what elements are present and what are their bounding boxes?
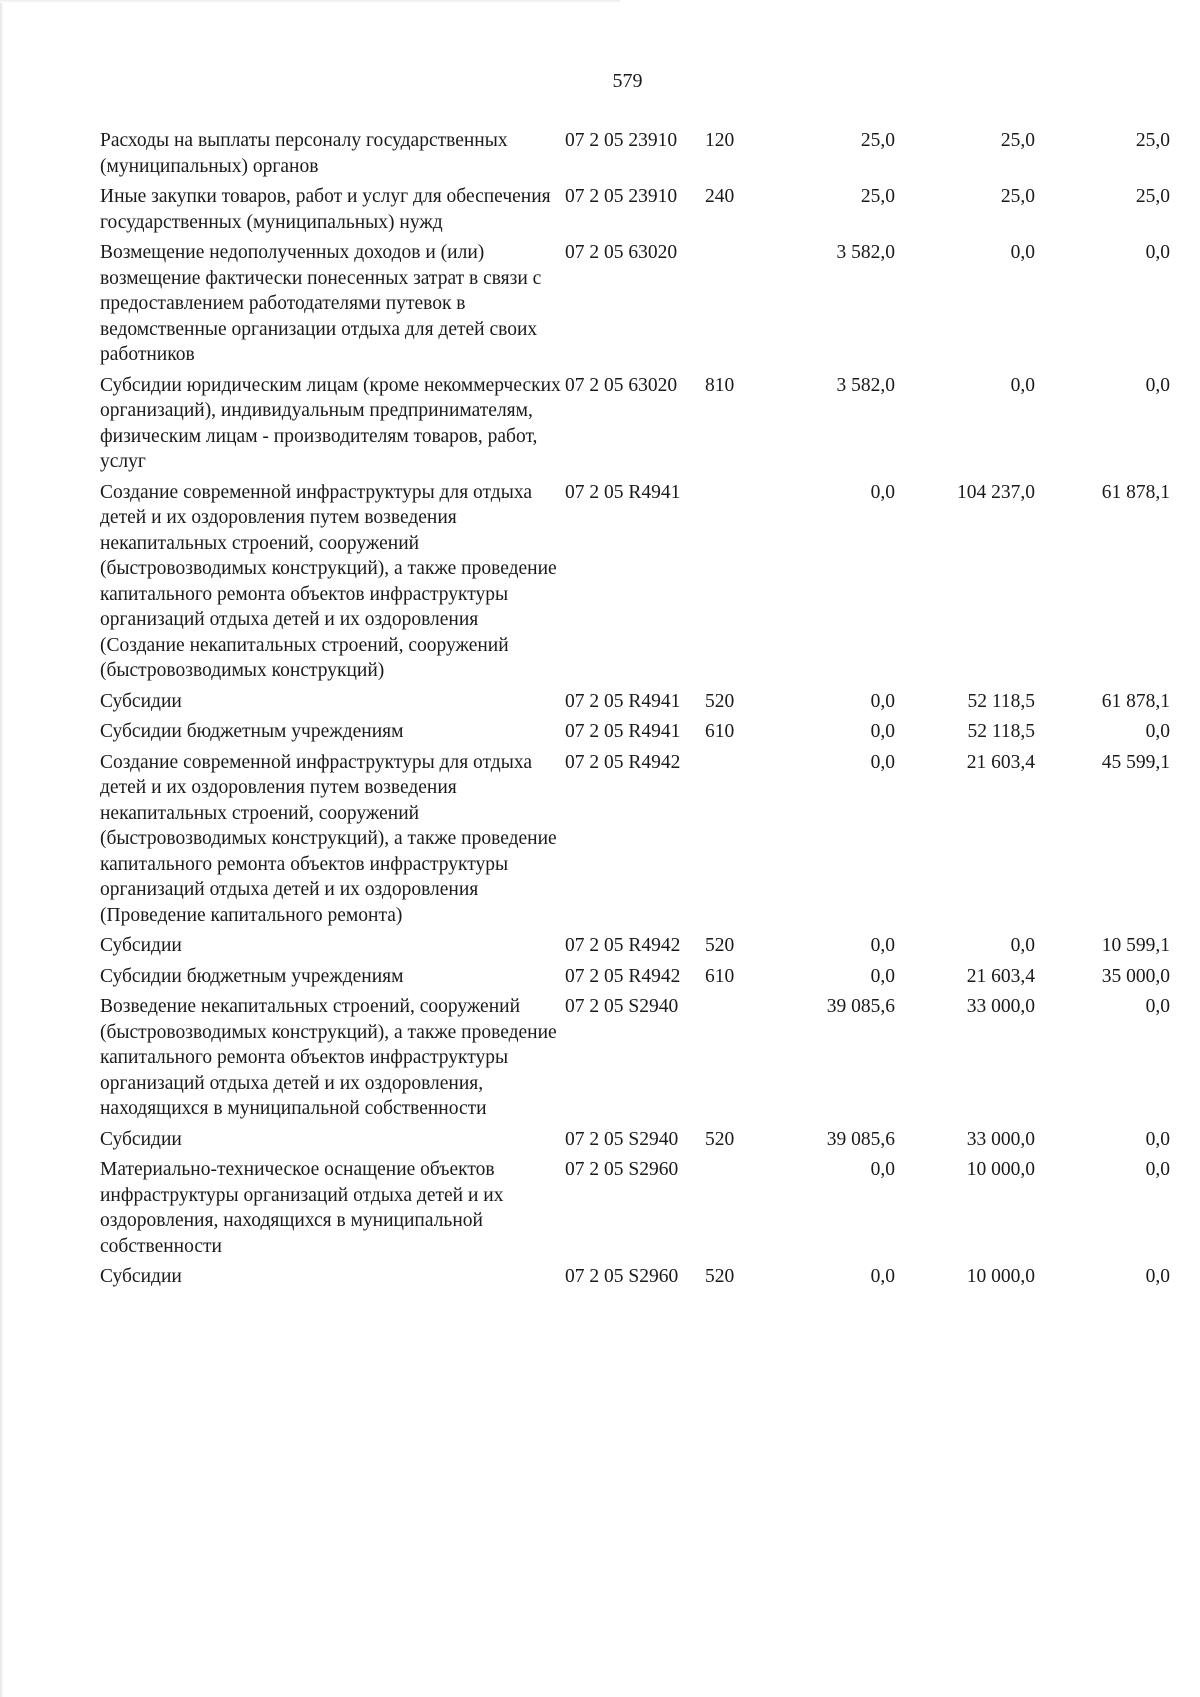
row-code: 07 2 05 S2960 [565,1159,679,1180]
row-value-1: 0,0 [870,690,895,712]
row-name: Субсидии юридическим лицам (кроме некоммерческих организаций), индивидуальным предпринимателям, физическим лицам - производителям товаров, работ, услуг [100,374,561,472]
row-name: Создание современной инфраструктуры для отдыха детей и их оздоровления путем возведения некапитальных строений, сооружений (быстровозводимых конструкций), а также проведение капитального ремонта объектов инфраструктуры организаций отдыха детей и их оздоровления (Создание некапитальных строений, сооружений (быстровозводимых конструкций) [100,481,557,681]
budget-table-body [100,128,1170,1295]
row-value-3: 0,0 [1145,1128,1170,1150]
row-name: Субсидии [100,1266,182,1287]
row-name: Создание современной инфраструктуры для отдыха детей и их оздоровления путем возведения некапитальных строений, сооружений (быстровозводимых конструкций), а также проведение капитального ремонта объектов инфраструктуры организаций отдыха детей и их оздоровления (Проведение капитального ремонта) [100,751,557,926]
row-code: 07 2 05 R4941 [565,690,681,712]
row-value-1: 3 582,0 [836,374,895,396]
row-value-3: 0,0 [1145,1266,1170,1287]
budget-table [100,128,1170,1295]
row-value-2: 21 603,4 [966,751,1035,773]
row-value-3: 0,0 [1145,242,1170,263]
row-expense-type: 610 [705,965,735,987]
row-value-2: 0,0 [1010,242,1035,263]
row-expense-type [705,1157,765,1264]
table-row [100,964,1170,995]
row-value-3: 0,0 [1145,721,1170,742]
row-value-1: 39 085,6 [826,996,895,1017]
row-expense-type: 120 [705,130,735,151]
page-number: 579 [612,70,643,92]
row-code: 07 2 05 23910 [565,130,678,151]
row-expense-type: 240 [705,186,735,207]
row-expense-type: 610 [705,721,735,742]
row-name: Возведение некапитальных строений, сооружений (быстровозводимых конструкций), а также проведение капитального ремонта объектов инфраструктуры организаций отдыха детей и их оздоровления, находящихся в муниципальной собственности [100,996,557,1119]
row-value-2: 0,0 [1010,935,1035,956]
table-row [100,240,1170,373]
row-code: 07 2 05 R4942 [565,935,681,956]
row-code: 07 2 05 S2940 [565,996,679,1017]
row-value-2: 10 000,0 [966,1266,1035,1287]
table-row [100,184,1170,240]
row-code: 07 2 05 S2960 [565,1266,679,1287]
row-value-2: 21 603,4 [966,965,1035,987]
table-row [100,373,1170,480]
row-code: 07 2 05 63020 [565,374,678,396]
row-code: 07 2 05 S2940 [565,1128,679,1150]
scan-edge-shadow [0,0,4,1697]
row-expense-type [705,240,765,373]
row-expense-type [705,750,765,934]
table-row [100,128,1170,184]
row-expense-type: 810 [705,374,735,396]
row-value-1: 3 582,0 [836,242,895,263]
row-expense-type [705,480,765,689]
row-value-3: 0,0 [1145,996,1170,1017]
row-value-3: 45 599,1 [1101,751,1170,773]
row-name: Иные закупки товаров, работ и услуг для обеспечения государственных (муниципальных) нужд [100,186,551,233]
row-value-1: 0,0 [870,1159,895,1180]
row-value-1: 0,0 [870,935,895,956]
row-value-3: 0,0 [1145,374,1170,396]
row-value-3: 35 000,0 [1101,965,1170,987]
row-name: Субсидии [100,1128,182,1150]
row-value-2: 52 118,5 [967,721,1035,742]
row-value-2: 33 000,0 [966,1128,1035,1150]
table-row [100,1264,1170,1295]
row-value-1: 25,0 [860,130,895,151]
row-code: 07 2 05 R4942 [565,965,681,987]
row-expense-type: 520 [705,935,735,956]
table-row [100,1127,1170,1158]
row-value-1: 25,0 [860,186,895,207]
row-value-3: 61 878,1 [1101,481,1170,503]
row-value-2: 25,0 [1000,186,1035,207]
row-value-2: 0,0 [1010,374,1035,396]
row-expense-type [705,994,765,1127]
row-value-3: 0,0 [1145,1159,1170,1180]
row-name: Субсидии бюджетным учреждениям [100,721,404,742]
table-row [100,750,1170,934]
table-row [100,719,1170,750]
row-value-2: 25,0 [1000,130,1035,151]
row-name: Субсидии бюджетным учреждениям [100,965,404,987]
row-value-1: 0,0 [870,1266,895,1287]
table-row [100,994,1170,1127]
row-expense-type: 520 [705,1266,735,1287]
row-code: 07 2 05 63020 [565,242,678,263]
row-value-2: 33 000,0 [966,996,1035,1017]
row-value-2: 104 237,0 [957,481,1035,503]
table-row [100,689,1170,720]
row-code: 07 2 05 R4941 [565,721,681,742]
row-value-3: 10 599,1 [1101,935,1170,956]
row-name: Субсидии [100,690,182,712]
table-row [100,480,1170,689]
row-name: Расходы на выплаты персоналу государственных (муниципальных) органов [100,130,508,177]
row-expense-type: 520 [705,1128,735,1150]
table-row [100,933,1170,964]
row-value-1: 0,0 [870,481,895,503]
scan-top-shadow [0,0,620,3]
row-value-1: 0,0 [870,751,895,773]
row-code: 07 2 05 R4942 [565,751,681,773]
row-value-3: 61 878,1 [1101,690,1170,712]
row-value-1: 0,0 [870,965,895,987]
table-row [100,1157,1170,1264]
row-code: 07 2 05 R4941 [565,481,681,503]
row-value-2: 10 000,0 [966,1159,1035,1180]
row-code: 07 2 05 23910 [565,186,678,207]
row-value-2: 52 118,5 [967,690,1035,712]
row-expense-type: 520 [705,690,735,712]
row-name: Возмещение недополученных доходов и (или) возмещение фактически понесенных затрат в связи с предоставлением работодателями путевок в ведомственные организации отдыха для детей своих работников [100,242,542,365]
row-value-3: 25,0 [1135,186,1170,207]
row-value-1: 39 085,6 [826,1128,895,1150]
row-name: Субсидии [100,935,182,956]
row-value-1: 0,0 [870,721,895,742]
row-name: Материально-техническое оснащение объектов инфраструктуры организаций отдыха детей и их оздоровления, находящихся в муниципальной собственности [100,1159,504,1257]
row-value-3: 25,0 [1135,130,1170,151]
